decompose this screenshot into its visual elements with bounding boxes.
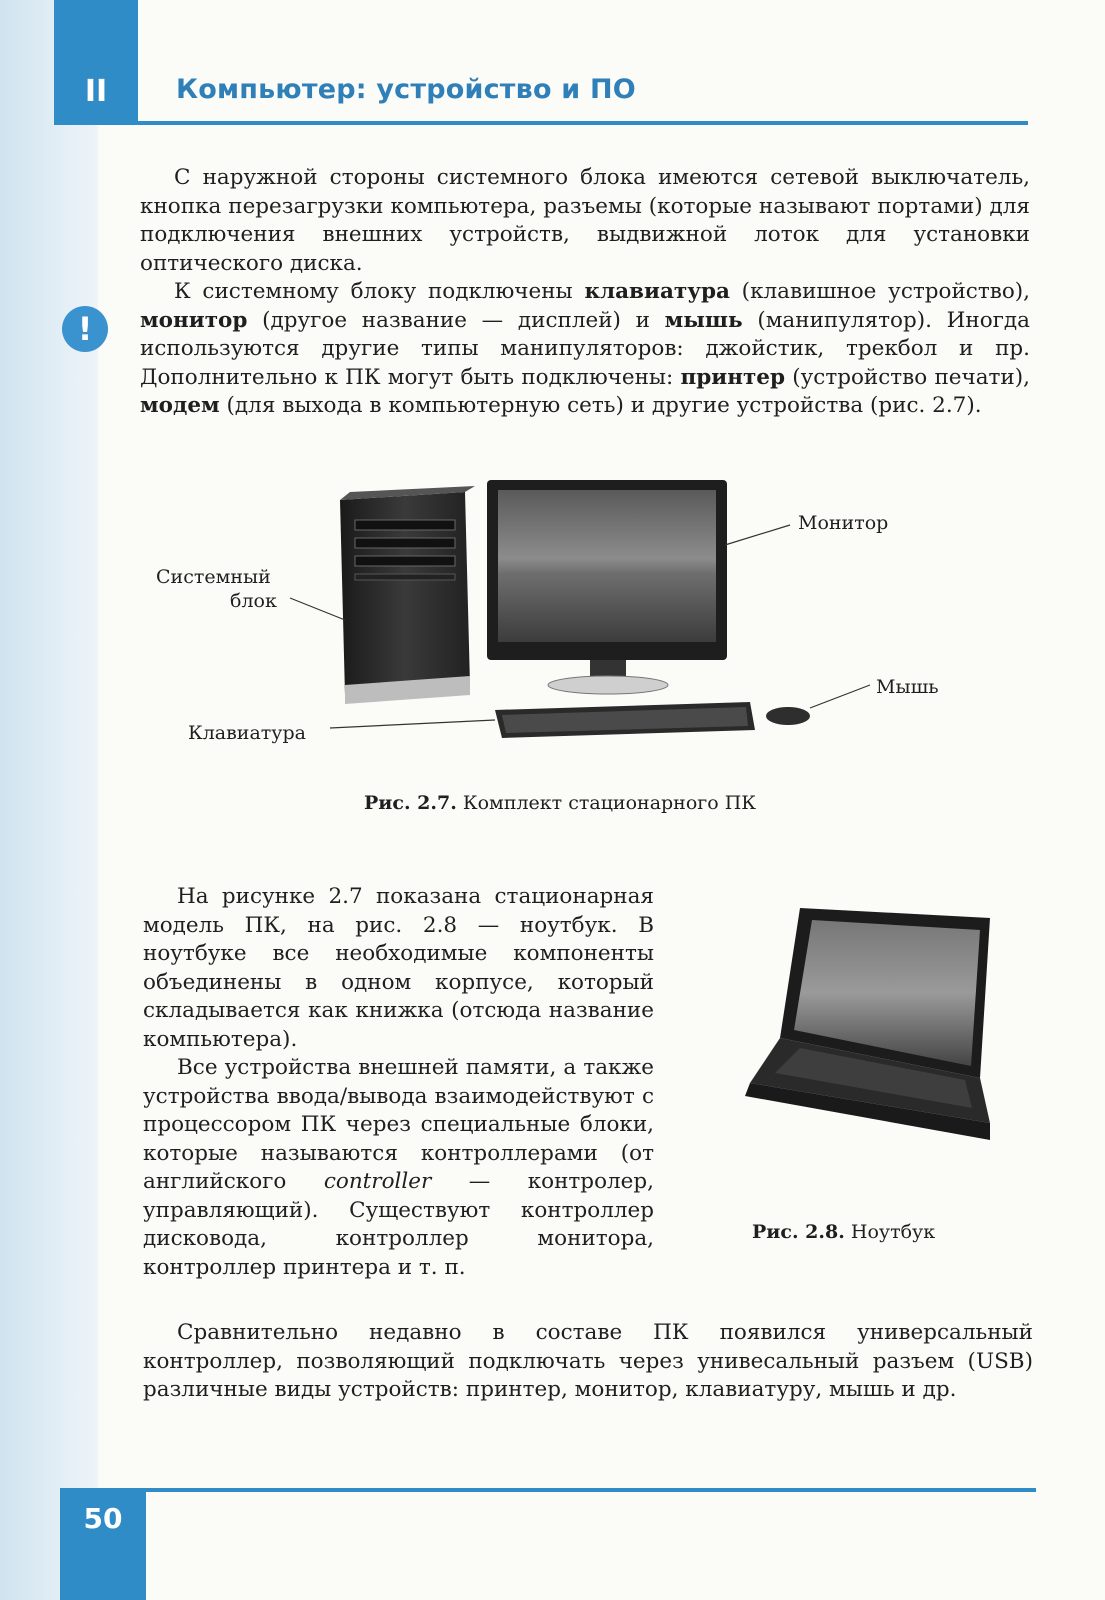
footer-rule: [60, 1488, 1036, 1492]
text-block-bottom: [143, 1319, 1033, 1405]
paragraph-peripherals: К системному блоку подключены клавиатура (клавишное устройство), монитор (другое название — дисплей) и мышь (манипулятор). Иногда используются другие типы манипуляторов: джойстик, трекбол и пр. Дополнительно к ПК могут быть подключены: принтер (устройство печати), модем (для выхода в компьютерную сеть) и другие устройства (рис. 2.7).: [140, 279, 1030, 418]
figure-caption-2-7: Рис. 2.7. Комплект стационарного ПК: [364, 792, 756, 814]
paragraph-ports: С наружной стороны системного блока имеются сетевой выключатель, кнопка перезагрузки компьютера, разъемы (которые называют портами) для подключения внешних устройств, выдвижной лоток для установки оптического диска.: [140, 165, 1030, 276]
exclamation-icon: !: [62, 306, 108, 352]
margin-band: [0, 0, 98, 1600]
figure-caption-2-8: Рис. 2.8. Ноутбук: [752, 1221, 936, 1243]
figure-notebook: [690, 908, 1020, 1178]
label-system-unit-line2: блок: [230, 590, 277, 612]
page-title: Компьютер: устройство и ПО: [176, 74, 636, 105]
paragraph-usb: Сравнительно недавно в составе ПК появился универсальный контроллер, позволяющий подключать через унивесальный разъем (USB) различные виды устройств: принтер, монитор, клавиатуру, мышь и др.: [143, 1320, 1033, 1402]
text-block-middle: [143, 883, 654, 1282]
label-monitor: Монитор: [798, 512, 889, 534]
monitor-image: [487, 480, 727, 694]
keyboard-image: [495, 702, 755, 738]
paragraph-controllers: Все устройства внешней памяти, а также устройства ввода/вывода взаимодействуют с процессором ПК через специальные блоки, которые называются контроллерами (от английского controller — контролер, управляющий). Существуют контроллер дисковода, контроллер монитора, контроллер принтера и т. п.: [143, 1055, 654, 1280]
page-number: 50: [60, 1488, 146, 1600]
text-block-top: [140, 164, 1030, 421]
mouse-image: [766, 707, 810, 725]
system-unit-image: [340, 486, 475, 704]
label-keyboard: Клавиатура: [188, 722, 306, 744]
chapter-number: II: [54, 0, 138, 124]
label-mouse: Мышь: [876, 676, 939, 698]
paragraph-notebook: На рисунке 2.7 показана стационарная модель ПК, на рис. 2.8 — ноутбук. В ноутбуке все необходимые компоненты объединены в одном корпусе, который складывается как книжка (отсюда название компьютера).: [143, 884, 654, 1052]
label-system-unit-line1: Системный: [156, 566, 271, 588]
header-rule: [54, 121, 1028, 125]
notebook-image: [745, 908, 990, 1140]
